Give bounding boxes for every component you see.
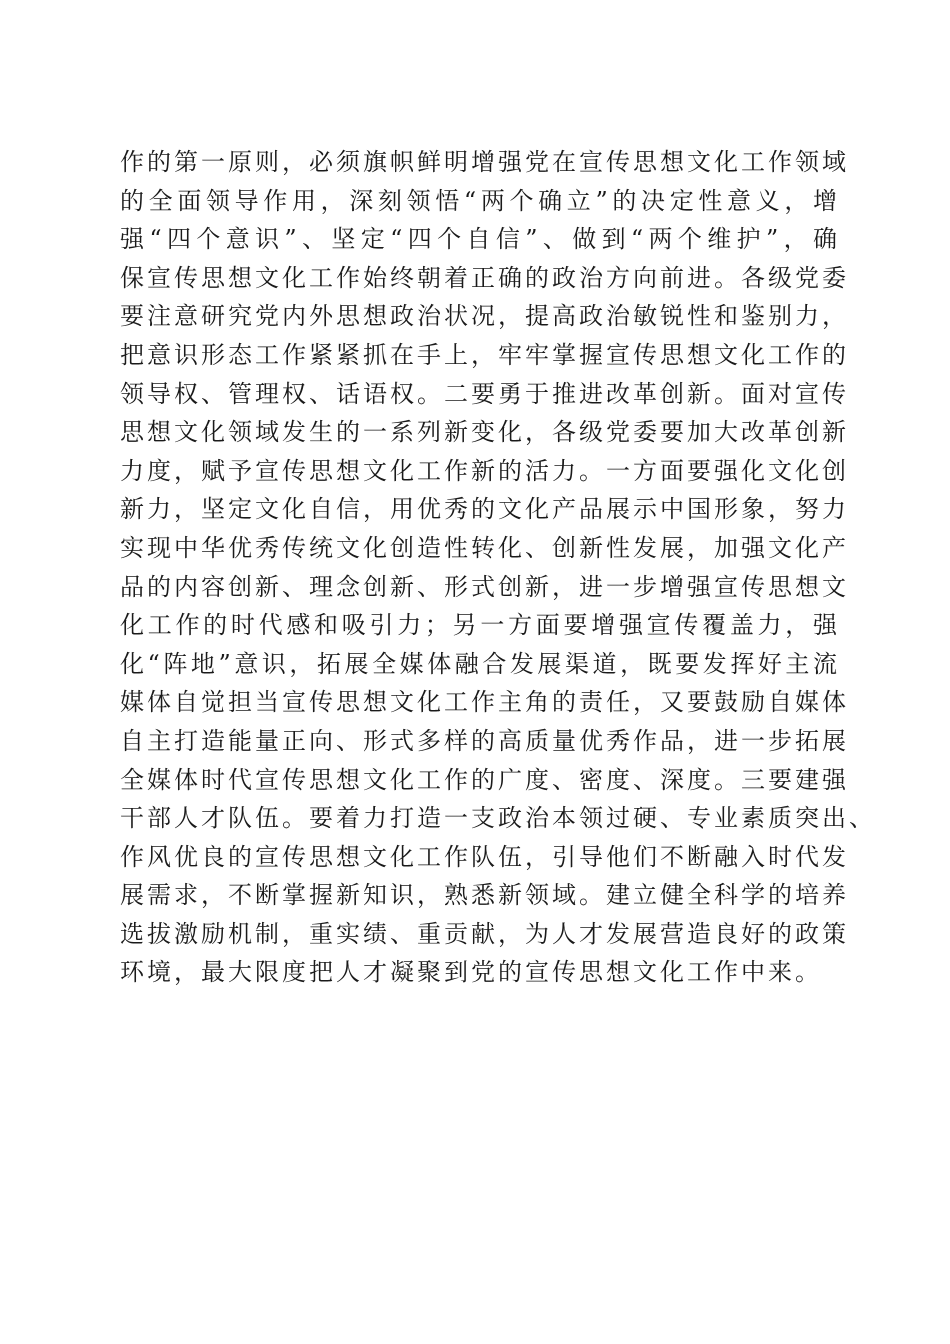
text-line: 新力，坚定文化自信，用优秀的文化产品展示中国形象，努力 [120, 495, 849, 524]
text-line: 保宣传思想文化工作始终朝着正确的政治方向前进。各级党委 [120, 263, 849, 292]
text-line: 干部人才队伍。要着力打造一支政治本领过硬、专业素质突出、 [120, 804, 876, 833]
text-line: 选拔激励机制，重实绩、重贡献，为人才发展营造良好的政策 [120, 919, 849, 948]
text-line: 力度，赋予宣传思想文化工作新的活力。一方面要强化文化创 [120, 456, 849, 485]
text-line: 的全面领导作用，深刻领悟“两个确立”的决定性意义，增 [120, 186, 840, 215]
body-paragraph [120, 143, 876, 992]
text-line: 强“四个意识”、坚定“四个自信”、做到“两个维护”，确 [120, 225, 840, 254]
text-line: 实现中华优秀传统文化创造性转化、创新性发展，加强文化产 [120, 533, 849, 562]
text-line: 要注意研究党内外思想政治状况，提高政治敏锐性和鉴别力， [120, 302, 849, 331]
text-line: 作风优良的宣传思想文化工作队伍，引导他们不断融入时代发 [120, 842, 849, 871]
text-line: 化“阵地”意识，拓展全媒体融合发展渠道，既要发挥好主流 [120, 649, 840, 678]
text-line: 思想文化领域发生的一系列新变化，各级党委要加大改革创新 [120, 418, 849, 447]
text-line: 环境，最大限度把人才凝聚到党的宣传思想文化工作中来。 [120, 958, 822, 987]
text-line: 媒体自觉担当宣传思想文化工作主角的责任，又要鼓励自媒体 [120, 688, 849, 717]
text-line: 作的第一原则，必须旗帜鲜明增强党在宣传思想文化工作领域 [120, 148, 849, 176]
text-line: 化工作的时代感和吸引力；另一方面要增强宣传覆盖力，强 [120, 611, 840, 640]
text-line: 全媒体时代宣传思想文化工作的广度、密度、深度。三要建强 [120, 765, 849, 794]
text-line: 领导权、管理权、话语权。二要勇于推进改革创新。面对宣传 [120, 379, 849, 408]
text-line: 自主打造能量正向、形式多样的高质量优秀作品，进一步拓展 [120, 726, 849, 755]
text-line: 展需求，不断掌握新知识，熟悉新领域。建立健全科学的培养 [120, 881, 849, 910]
text-line: 把意识形态工作紧紧抓在手上，牢牢掌握宣传思想文化工作的 [120, 340, 849, 369]
text-line: 品的内容创新、理念创新、形式创新，进一步增强宣传思想文 [120, 572, 849, 601]
